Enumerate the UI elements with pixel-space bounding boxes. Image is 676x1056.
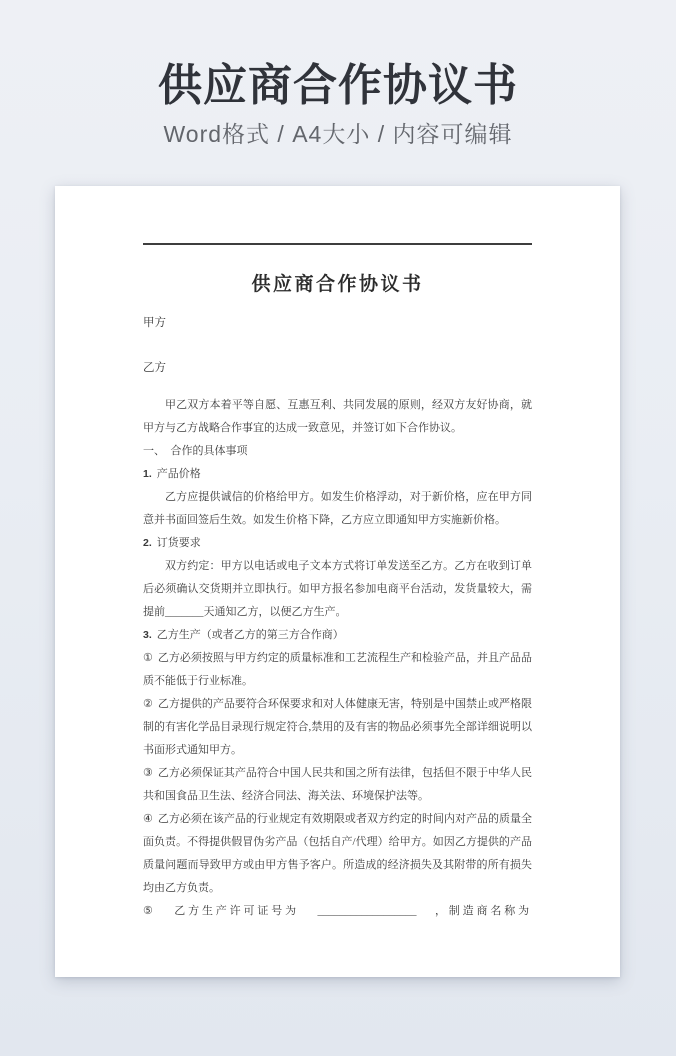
clause-1-text: 乙方必须按照与甲方约定的质量标准和工艺流程生产和检验产品，并且产品品质不能低于行业标准。 xyxy=(143,652,532,687)
clause-5 xyxy=(143,900,532,923)
item-2-number: 2. xyxy=(143,537,152,549)
clause-5-marker: ⑤ xyxy=(143,905,156,917)
clause-1 xyxy=(143,647,532,693)
item-1-body: 乙方应提供诚信的价格给甲方。如发生价格浮动，对于新价格，应在甲方同意并书面回签后生效。如发生价格下降，乙方应立即通知甲方实施新价格。 xyxy=(143,491,532,526)
clause-5-text-before-blank: 乙方生产许可证号为 xyxy=(174,905,299,917)
item-1-heading xyxy=(143,463,532,486)
clause-5-text-after-blank: ，制造商名称为 xyxy=(434,905,532,917)
intro-paragraph: 甲乙双方本着平等自愿、互惠互利、共同发展的原则，经双方友好协商，就甲方与乙方战略合作事宜的达成一致意见，并签订如下合作协议。 xyxy=(143,399,532,434)
clause-4-marker: ④ xyxy=(143,813,153,825)
clause-3 xyxy=(143,762,532,808)
item-2-title: 订货要求 xyxy=(156,537,201,549)
item-1-number: 1. xyxy=(143,468,152,480)
section-1-heading: 一、 合作的具体事项 xyxy=(143,445,248,457)
clause-5-blank-line: __________________ xyxy=(317,905,417,917)
clause-2 xyxy=(143,693,532,762)
clause-3-text: 乙方必须保证其产品符合中国人民共和国之所有法律，包括但不限于中华人民共和国食品卫生法、经济合同法、海关法、环境保护法等。 xyxy=(143,767,532,802)
item-2-body: 双方约定：甲方以电话或电子文本方式将订单发送至乙方。乙方在收到订单后必须确认交货期并立即执行。如甲方报名参加电商平台活动，发货量较大，需提前_______天通知乙方，以便乙方生产。 xyxy=(143,560,532,618)
item-1-title: 产品价格 xyxy=(156,468,201,480)
clause-4 xyxy=(143,808,532,900)
item-2-heading xyxy=(143,532,532,555)
clause-4-text: 乙方必须在该产品的行业规定有效期限或者双方约定的时间内对产品的质量全面负责。不得提供假冒伪劣产品（包括自产/代理）给甲方。如因乙方提供的产品质量问题而导致甲方或由甲方售予客户。所造成的经济损失及其附带的所有损失均由乙方负责。 xyxy=(143,813,532,894)
document-content xyxy=(55,243,620,923)
party-b-label: 乙方 xyxy=(143,362,166,374)
banner-title: 供应商合作协议书 xyxy=(158,61,518,110)
banner xyxy=(0,0,676,149)
item-3-heading xyxy=(143,624,532,647)
clause-1-marker: ① xyxy=(143,652,153,664)
party-a-label: 甲方 xyxy=(143,317,166,329)
document-title: 供应商合作协议书 xyxy=(251,274,424,295)
clause-2-marker: ② xyxy=(143,698,153,710)
header-rule xyxy=(143,243,532,245)
clause-2-text: 乙方提供的产品要符合环保要求和对人体健康无害，特别是中国禁止或严格限制的有害化学品目录现行规定符合,禁用的及有害的物品必须事先全部详细说明以书面形式通知甲方。 xyxy=(143,698,532,756)
item-3-title: 乙方生产（或者乙方的第三方合作商） xyxy=(156,629,344,641)
banner-subtitle: Word格式 / A4大小 / 内容可编辑 xyxy=(163,121,513,148)
document-page xyxy=(55,186,620,977)
clause-3-marker: ③ xyxy=(143,767,153,779)
item-3-number: 3. xyxy=(143,629,152,641)
